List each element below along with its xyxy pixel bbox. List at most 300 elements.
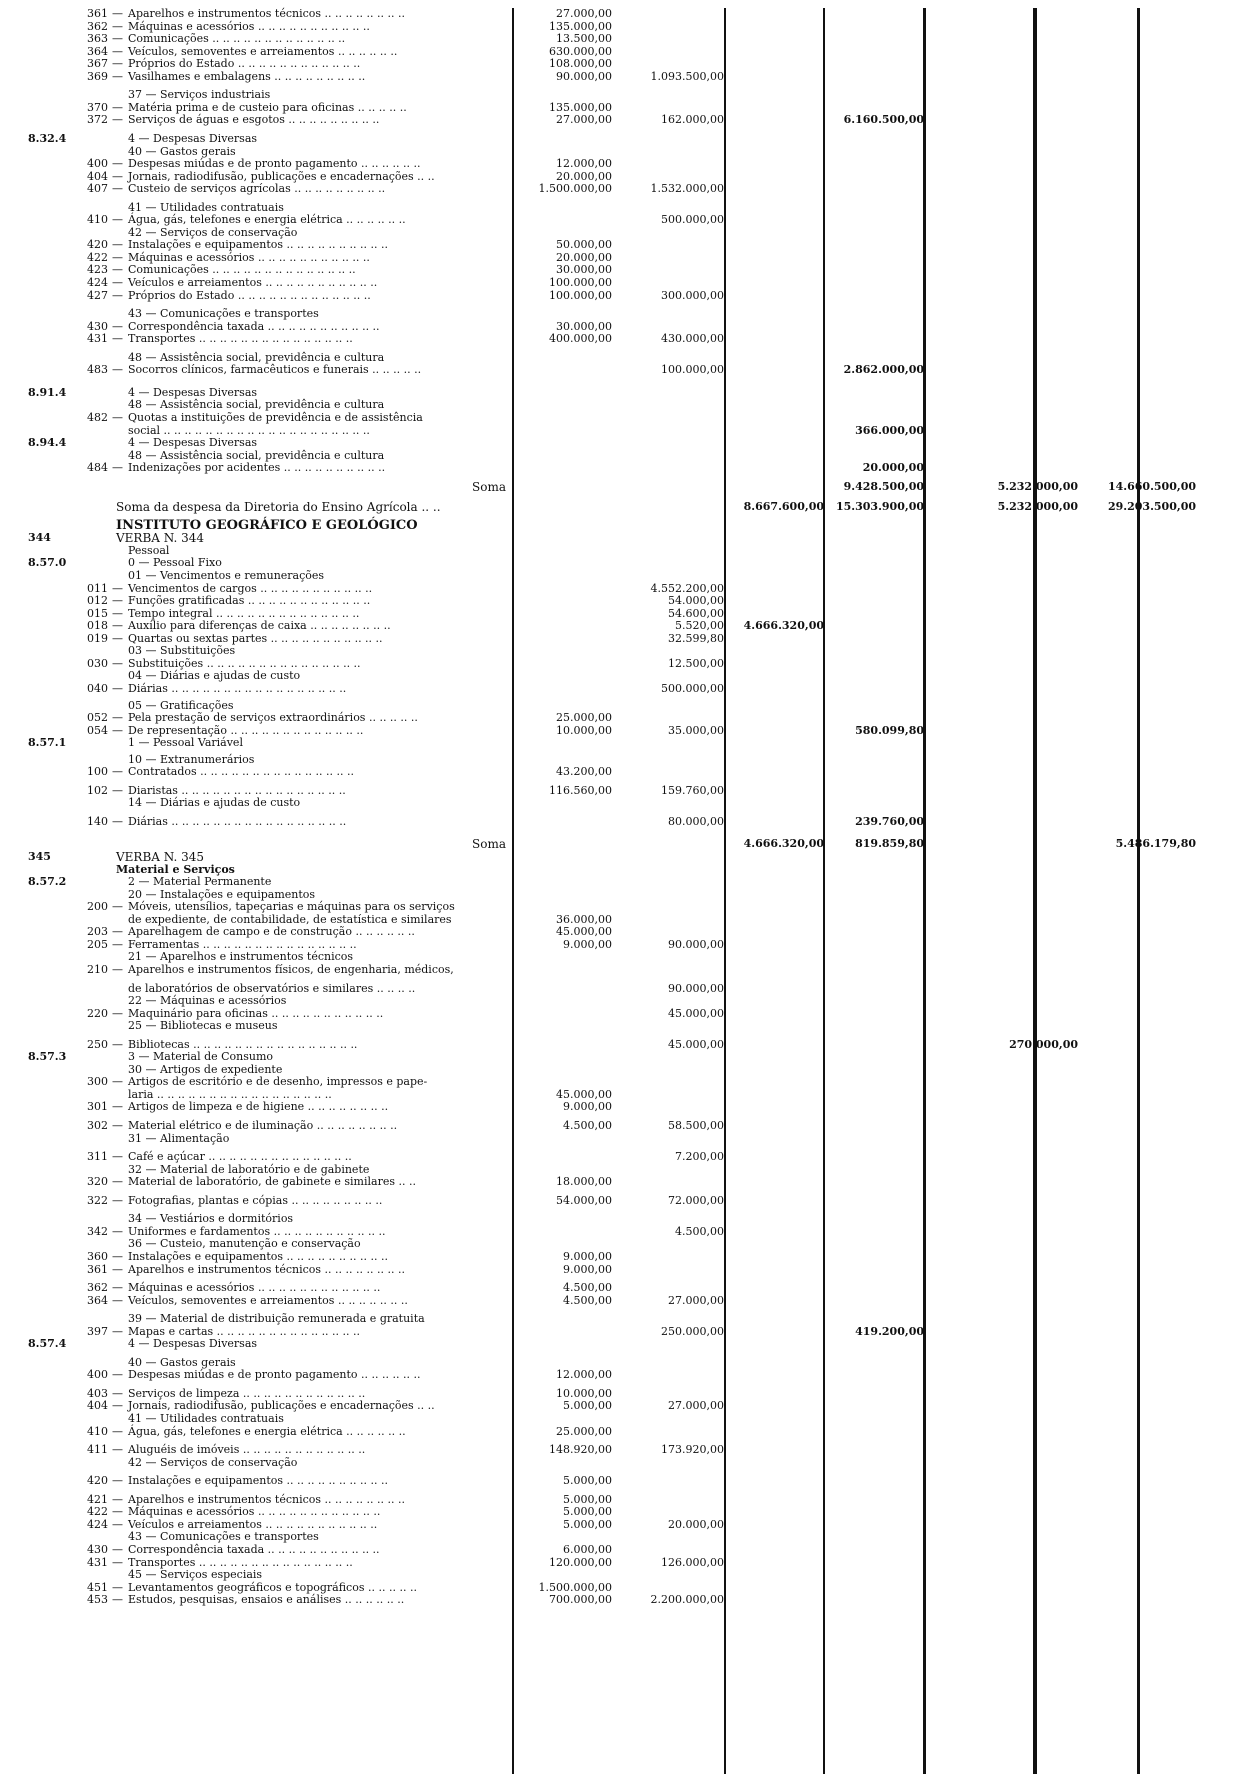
dash: — (112, 250, 123, 264)
item-code: 052 (87, 711, 108, 725)
value-col1: 100.000,00 (549, 288, 612, 302)
group-heading: 21 — Aparelhos e instrumentos técnicos (128, 950, 354, 964)
value-col1: 43.200,00 (556, 765, 612, 779)
value-col2: 1.093.500,00 (650, 69, 724, 83)
ledger-row (0, 501, 1236, 513)
group-heading: 48 — Assistência social, previdência e cultura (128, 398, 385, 412)
item-label: Bibliotecas .. .. .. .. .. .. .. .. .. .. .. .. .. .. .. .. (128, 1037, 358, 1051)
ledger-row (0, 1039, 1236, 1051)
ledger-row (0, 1594, 1236, 1606)
value-col6: 270.000,00 (1009, 1037, 1078, 1051)
group-heading: 22 — Máquinas e acessórios (128, 994, 287, 1008)
value-col2: 54.000,00 (668, 594, 724, 608)
item-code: 430 (87, 319, 108, 333)
value-col1: 12.000,00 (556, 157, 612, 171)
dash: — (112, 1262, 123, 1276)
ledger-row (0, 1020, 1236, 1032)
ledger-row (0, 1051, 1236, 1063)
ledger-row (0, 532, 1236, 544)
dash: — (112, 32, 123, 46)
value-col1: 27.000,00 (556, 7, 612, 20)
value-col2: 45.000,00 (668, 1037, 724, 1051)
item-label: social .. .. .. .. .. .. .. .. .. .. .. .. .. .. .. .. .. .. .. .. (128, 423, 370, 437)
value-col4: 419.200,00 (855, 1324, 924, 1338)
value-col4: 239.760,00 (855, 814, 924, 828)
item-code: 311 (87, 1150, 108, 1164)
item-code: 250 (87, 1037, 108, 1051)
dash: — (112, 937, 123, 951)
dash: — (112, 656, 123, 670)
item-label: Serviços de limpeza .. .. .. .. .. .. .. .. .. .. .. .. (128, 1386, 366, 1400)
ledger-row (0, 700, 1236, 712)
item-label: Auxílio para diferenças de caixa .. .. .. .. .. .. .. .. (128, 619, 391, 633)
item-code: 431 (87, 1555, 108, 1569)
ledger-row (0, 816, 1236, 828)
item-label: Uniformes e fardamentos .. .. .. .. .. .. .. .. .. .. .. (128, 1224, 386, 1238)
item-code: 361 (87, 7, 108, 20)
dash: — (112, 1281, 123, 1295)
item-label: de laboratórios de observatórios e similares .. .. .. .. (128, 981, 416, 995)
value-col2: 27.000,00 (668, 1399, 724, 1413)
value-col2: 20.000,00 (668, 1517, 724, 1531)
value-col2: 80.000,00 (668, 814, 724, 828)
item-label: Diárias .. .. .. .. .. .. .. .. .. .. .. .. .. .. .. .. .. (128, 681, 347, 695)
dash: — (112, 1175, 123, 1189)
value-col1: 54.000,00 (556, 1193, 612, 1207)
item-code: 019 (87, 631, 108, 645)
group-heading: 31 — Alimentação (128, 1131, 230, 1145)
dash: — (112, 1224, 123, 1238)
item-code: 410 (87, 1424, 108, 1438)
ledger-row (0, 8, 1236, 20)
dash: — (112, 44, 123, 58)
group-heading: 14 — Diárias e ajudas de custo (128, 796, 301, 810)
item-code: 453 (87, 1593, 108, 1607)
section-code: 8.57.3 (28, 1050, 67, 1064)
group-heading: Pessoal (128, 543, 170, 557)
ledger-row (0, 1089, 1236, 1101)
item-code: 483 (87, 363, 108, 377)
item-code: 423 (87, 263, 108, 277)
dash: — (112, 1580, 123, 1594)
group-heading: 4 — Despesas Diversas (128, 385, 258, 399)
value-col1: 25.000,00 (556, 1424, 612, 1438)
ledger-row (0, 1400, 1236, 1412)
dash: — (112, 410, 123, 424)
value-col1: 5.000,00 (563, 1517, 612, 1531)
value-col4: 819.859,80 (855, 837, 924, 851)
ledger-row (0, 1238, 1236, 1250)
item-code: 410 (87, 213, 108, 227)
ledger-row (0, 290, 1236, 302)
group-heading: 03 — Substituições (128, 644, 236, 658)
item-label: Matéria prima e de custeio para oficinas .. .. .. .. .. (128, 100, 407, 114)
group-heading: 3 — Material de Consumo (128, 1050, 274, 1064)
ledger-row (0, 712, 1236, 724)
institute-header: INSTITUTO GEOGRÁFICO E GEOLÓGICO (116, 517, 418, 533)
dash: — (112, 1249, 123, 1263)
item-code: 203 (87, 925, 108, 939)
ledger-row (0, 227, 1236, 239)
group-heading-bold: Material e Serviços (116, 862, 235, 876)
ledger-row (0, 46, 1236, 58)
dash: — (112, 288, 123, 302)
group-heading: 2 — Material Permanente (128, 875, 272, 889)
item-label: Transportes .. .. .. .. .. .. .. .. .. .. .. .. .. .. .. (128, 1555, 353, 1569)
ledger-row (0, 1494, 1236, 1506)
value-col2: 32.599,80 (668, 631, 724, 645)
value-col2: 35.000,00 (668, 723, 724, 737)
ledger-row (0, 889, 1236, 901)
ledger-row (0, 570, 1236, 582)
item-code: 451 (87, 1580, 108, 1594)
item-label: Correspondência taxada .. .. .. .. .. .. .. .. .. .. .. (128, 319, 380, 333)
section-code: 8.57.0 (28, 556, 67, 570)
item-code: 054 (87, 723, 108, 737)
ledger-row (0, 766, 1236, 778)
value-col1: 4.500,00 (563, 1119, 612, 1132)
section-code: 8.91.4 (28, 385, 67, 399)
value-col2: 126.000,00 (661, 1555, 724, 1569)
ledger-row (0, 308, 1236, 320)
ledger-row (0, 645, 1236, 657)
item-label: Quotas a instituições de previdência e de assistência (128, 410, 423, 424)
ledger-row (0, 595, 1236, 607)
item-code: 397 (87, 1324, 108, 1338)
group-heading: 40 — Gastos gerais (128, 144, 236, 158)
dash: — (112, 1505, 123, 1519)
ledger-row (0, 901, 1236, 913)
group-heading: 30 — Artigos de expediente (128, 1062, 283, 1076)
verba-heading: VERBA N. 344 (116, 531, 205, 546)
dash: — (112, 1399, 123, 1413)
ledger-row (0, 964, 1236, 976)
item-label: Veículos, semoventes e arreiamentos .. .. .. .. .. .. .. (128, 1293, 408, 1307)
value-col4: 9.428.500,00 (843, 479, 924, 493)
group-heading: 41 — Utilidades contratuais (128, 200, 284, 214)
ledger-row (0, 239, 1236, 251)
value-col1: 30.000,00 (556, 319, 612, 333)
item-code: 015 (87, 606, 108, 620)
value-col1: 18.000,00 (556, 1175, 612, 1189)
ledger-row (0, 939, 1236, 951)
dash: — (112, 238, 123, 252)
item-code: 361 (87, 1262, 108, 1276)
value-col3: 4.666.320,00 (743, 619, 824, 633)
value-col2: 58.500,00 (668, 1119, 724, 1132)
dash: — (112, 69, 123, 83)
value-col1: 10.000,00 (556, 1386, 612, 1400)
ledger-row (0, 158, 1236, 170)
value-col1: 5.000,00 (563, 1505, 612, 1519)
ledger-row (0, 914, 1236, 926)
item-label: Tempo integral .. .. .. .. .. .. .. .. .. .. .. .. .. .. (128, 606, 360, 620)
dash: — (112, 57, 123, 71)
ledger-row (0, 171, 1236, 183)
item-code: 424 (87, 276, 108, 289)
dash: — (112, 319, 123, 333)
item-label: laria .. .. .. .. .. .. .. .. .. .. .. .. .. .. .. .. .. (128, 1087, 332, 1101)
ledger-row (0, 202, 1236, 214)
item-label: Custeio de serviços agrícolas .. .. .. .. .. .. .. .. .. (128, 182, 386, 196)
item-label: Vasilhames e embalagens .. .. .. .. .. .. .. .. .. (128, 69, 366, 83)
dash: — (112, 1324, 123, 1338)
group-heading: 04 — Diárias e ajudas de custo (128, 669, 301, 683)
value-col2: 7.200,00 (675, 1150, 724, 1164)
value-col3: 4.666.320,00 (743, 837, 824, 851)
value-col1: 5.000,00 (563, 1492, 612, 1506)
value-col1: 116.560,00 (549, 783, 612, 797)
value-col1: 90.000,00 (556, 69, 612, 83)
dash: — (112, 1492, 123, 1506)
ledger-row (0, 114, 1236, 126)
ledger-row (0, 1338, 1236, 1350)
item-code: 420 (87, 1474, 108, 1488)
item-label: Água, gás, telefones e energia elétrica .. .. .. .. .. .. (128, 1424, 406, 1438)
group-heading: 25 — Bibliotecas e museus (128, 1019, 278, 1033)
value-col1: 13.500,00 (556, 32, 612, 46)
group-heading: 10 — Extranumerários (128, 752, 255, 766)
item-code: 362 (87, 1281, 108, 1295)
verba-heading: VERBA N. 345 (116, 850, 205, 864)
section-code: 8.57.1 (28, 736, 67, 750)
item-code: 407 (87, 182, 108, 196)
ledger-row (0, 399, 1236, 411)
ledger-row (0, 725, 1236, 737)
item-label: Próprios do Estado .. .. .. .. .. .. .. .. .. .. .. .. .. (128, 288, 371, 302)
value-col2: 500.000,00 (661, 213, 724, 227)
item-code: 400 (87, 157, 108, 171)
item-label: Despesas miúdas e de pronto pagamento .. .. .. .. .. .. (128, 1368, 421, 1382)
value-col6: 5.232.000,00 (997, 479, 1078, 493)
item-code: 427 (87, 288, 108, 302)
value-col7: 5.486.179,80 (1115, 837, 1196, 851)
value-col2: 54.600,00 (668, 606, 724, 620)
value-col1: 630.000,00 (549, 44, 612, 58)
item-label: Comunicações .. .. .. .. .. .. .. .. .. .. .. .. .. .. (128, 263, 356, 277)
item-code: 210 (87, 962, 108, 976)
item-label: Jornais, radiodifusão, publicações e encadernações .. .. (128, 169, 435, 183)
dash: — (112, 1424, 123, 1438)
ledger-row (0, 1064, 1236, 1076)
value-col1: 100.000,00 (549, 276, 612, 289)
value-col2: 159.760,00 (661, 783, 724, 797)
value-col1: 148.920,00 (549, 1443, 612, 1457)
item-label: Veículos e arreiamentos .. .. .. .. .. .. .. .. .. .. .. (128, 1517, 378, 1531)
value-col1: 9.000,00 (563, 937, 612, 951)
ledger-row (0, 737, 1236, 749)
dash: — (112, 182, 123, 196)
dash: — (112, 263, 123, 277)
ledger-row (0, 352, 1236, 364)
value-col1: 50.000,00 (556, 238, 612, 252)
ledger-row (0, 683, 1236, 695)
ledger-row (0, 951, 1236, 963)
ledger-row (0, 1544, 1236, 1556)
value-col4: 6.160.500,00 (843, 113, 924, 127)
item-code: 360 (87, 1249, 108, 1263)
value-col1: 9.000,00 (563, 1249, 612, 1263)
value-col1: 45.000,00 (556, 1087, 612, 1101)
section-code: 345 (28, 850, 51, 863)
item-label: Água, gás, telefones e energia elétrica .. .. .. .. .. .. (128, 213, 406, 227)
group-heading: 41 — Utilidades contratuais (128, 1412, 284, 1425)
value-col2: 100.000,00 (661, 363, 724, 377)
ledger-row (0, 517, 1236, 533)
ledger-row (0, 1164, 1236, 1176)
ledger-row (0, 1582, 1236, 1594)
group-heading: 36 — Custeio, manutenção e conservação (128, 1237, 361, 1251)
item-label: Mapas e cartas .. .. .. .. .. .. .. .. .. .. .. .. .. .. (128, 1324, 361, 1338)
item-label: Substituições .. .. .. .. .. .. .. .. .. .. .. .. .. .. .. (128, 656, 361, 670)
dash: — (112, 631, 123, 645)
item-code: 421 (87, 1492, 108, 1506)
group-heading: 48 — Assistência social, previdência e cultura (128, 350, 385, 364)
ledger-row (0, 633, 1236, 645)
item-code: 140 (87, 814, 108, 828)
ledger-row (0, 1531, 1236, 1543)
value-col2: 1.532.000,00 (650, 182, 724, 196)
ledger-row (0, 1282, 1236, 1294)
ledger-row (0, 462, 1236, 474)
item-label: Máquinas e acessórios .. .. .. .. .. .. .. .. .. .. .. (128, 250, 370, 264)
dash: — (112, 1474, 123, 1488)
item-label: Correspondência taxada .. .. .. .. .. .. .. .. .. .. .. (128, 1542, 380, 1556)
group-heading: 34 — Vestiários e dormitórios (128, 1212, 294, 1226)
ledger-row (0, 1506, 1236, 1518)
ledger-row (0, 1264, 1236, 1276)
dash: — (112, 1193, 123, 1207)
dash: — (112, 1386, 123, 1400)
item-code: 430 (87, 1542, 108, 1556)
ledger-row (0, 1251, 1236, 1263)
dash: — (112, 606, 123, 620)
value-col2: 4.500,00 (675, 1224, 724, 1238)
item-label: Material elétrico e de iluminação .. .. .. .. .. .. .. .. (128, 1119, 398, 1132)
ledger-row (0, 321, 1236, 333)
section-code: 8.94.4 (28, 436, 67, 450)
dash: — (112, 1075, 123, 1089)
value-col1: 9.000,00 (563, 1100, 612, 1114)
value-col2: 500.000,00 (661, 681, 724, 695)
section-code: 344 (28, 531, 51, 545)
dash: — (112, 213, 123, 227)
item-label: Vencimentos de cargos .. .. .. .. .. .. .. .. .. .. .. (128, 581, 373, 595)
group-heading: 1 — Pessoal Variável (128, 736, 243, 750)
value-col2: 2.200.000,00 (650, 1593, 724, 1607)
item-label: Socorros clínicos, farmacêuticos e funerais .. .. .. .. .. (128, 363, 422, 377)
dash: — (112, 1443, 123, 1457)
ledger-row (0, 876, 1236, 888)
item-label: Artigos de limpeza e de higiene .. .. .. .. .. .. .. .. (128, 1100, 389, 1114)
value-col2: 250.000,00 (661, 1324, 724, 1338)
item-label: Veículos e arreiamentos .. .. .. .. .. .. .. .. .. .. .. (128, 276, 378, 289)
dash: — (112, 1517, 123, 1531)
value-col1: 135.000,00 (549, 100, 612, 114)
ledger-row (0, 1120, 1236, 1132)
item-code: 400 (87, 1368, 108, 1382)
item-code: 012 (87, 594, 108, 608)
ledger-row (0, 797, 1236, 809)
ledger-row (0, 1101, 1236, 1113)
item-label: Levantamentos geográficos e topográficos .. .. .. .. .. (128, 1580, 417, 1594)
item-code: 420 (87, 238, 108, 252)
value-col1: 20.000,00 (556, 250, 612, 264)
dash: — (112, 1593, 123, 1607)
dash: — (112, 169, 123, 183)
ledger-row (0, 1413, 1236, 1425)
item-code: 030 (87, 656, 108, 670)
item-code: 320 (87, 1175, 108, 1189)
item-label: Máquinas e acessórios .. .. .. .. .. .. .. .. .. .. .. (128, 19, 370, 33)
item-code: 367 (87, 57, 108, 71)
item-label: Jornais, radiodifusão, publicações e encadernações .. .. (128, 1399, 435, 1413)
value-col1: 9.000,00 (563, 1262, 612, 1276)
ledger-row (0, 364, 1236, 376)
item-code: 200 (87, 900, 108, 914)
item-code: 040 (87, 681, 108, 695)
dash: — (112, 723, 123, 737)
item-label: Indenizações por acidentes .. .. .. .. .. .. .. .. .. .. (128, 461, 386, 475)
ledger-row (0, 264, 1236, 276)
item-code: 411 (87, 1443, 108, 1457)
value-col1: 1.500.000,00 (538, 182, 612, 196)
item-label: Artigos de escritório e de desenho, impressos e pape- (128, 1075, 428, 1089)
item-code: 011 (87, 581, 108, 595)
dash: — (112, 113, 123, 127)
item-code: 404 (87, 1399, 108, 1413)
ledger-row (0, 754, 1236, 766)
ledger-row (0, 658, 1236, 670)
item-label: Estudos, pesquisas, ensaios e análises .. .. .. .. .. .. (128, 1593, 405, 1607)
item-code: 431 (87, 332, 108, 346)
ledger-row (0, 1008, 1236, 1020)
group-heading: 32 — Material de laboratório e de gabinete (128, 1162, 370, 1176)
dash: — (112, 100, 123, 114)
dash: — (112, 332, 123, 346)
item-label: Máquinas e acessórios .. .. .. .. .. .. .. .. .. .. .. .. (128, 1505, 381, 1519)
ledger-row (0, 1213, 1236, 1225)
section-code: 8.57.2 (28, 875, 67, 889)
ledger-row (0, 387, 1236, 399)
ledger-row (0, 1295, 1236, 1307)
value-col4: 2.862.000,00 (843, 363, 924, 377)
group-heading: 20 — Instalações e equipamentos (128, 887, 316, 901)
item-label: De representação .. .. .. .. .. .. .. .. .. .. .. .. .. (128, 723, 364, 737)
ledger-row (0, 557, 1236, 569)
ledger-row (0, 437, 1236, 449)
item-code: 301 (87, 1100, 108, 1114)
value-col2: 173.920,00 (661, 1443, 724, 1457)
ledger-row (0, 146, 1236, 158)
item-label: Instalações e equipamentos .. .. .. .. .. .. .. .. .. .. (128, 238, 388, 252)
dash: — (112, 814, 123, 828)
ledger-row (0, 102, 1236, 114)
item-label: Diaristas .. .. .. .. .. .. .. .. .. .. .. .. .. .. .. .. (128, 783, 346, 797)
item-label: Aparelhagem de campo e de construção .. .. .. .. .. .. (128, 925, 415, 939)
value-col7: 29.203.500,00 (1107, 500, 1196, 514)
item-label: Despesas miúdas e de pronto pagamento .. .. .. .. .. .. (128, 157, 421, 171)
ledger-row (0, 545, 1236, 557)
ledger-row (0, 333, 1236, 345)
dash: — (112, 925, 123, 939)
item-label: Instalações e equipamentos .. .. .. .. .. .. .. .. .. .. (128, 1474, 388, 1488)
ledger-row (0, 1076, 1236, 1088)
dash: — (112, 1542, 123, 1556)
value-col2: 4.552.200,00 (650, 581, 724, 595)
item-code: 484 (87, 461, 108, 475)
value-col4: 580.099,80 (855, 723, 924, 737)
